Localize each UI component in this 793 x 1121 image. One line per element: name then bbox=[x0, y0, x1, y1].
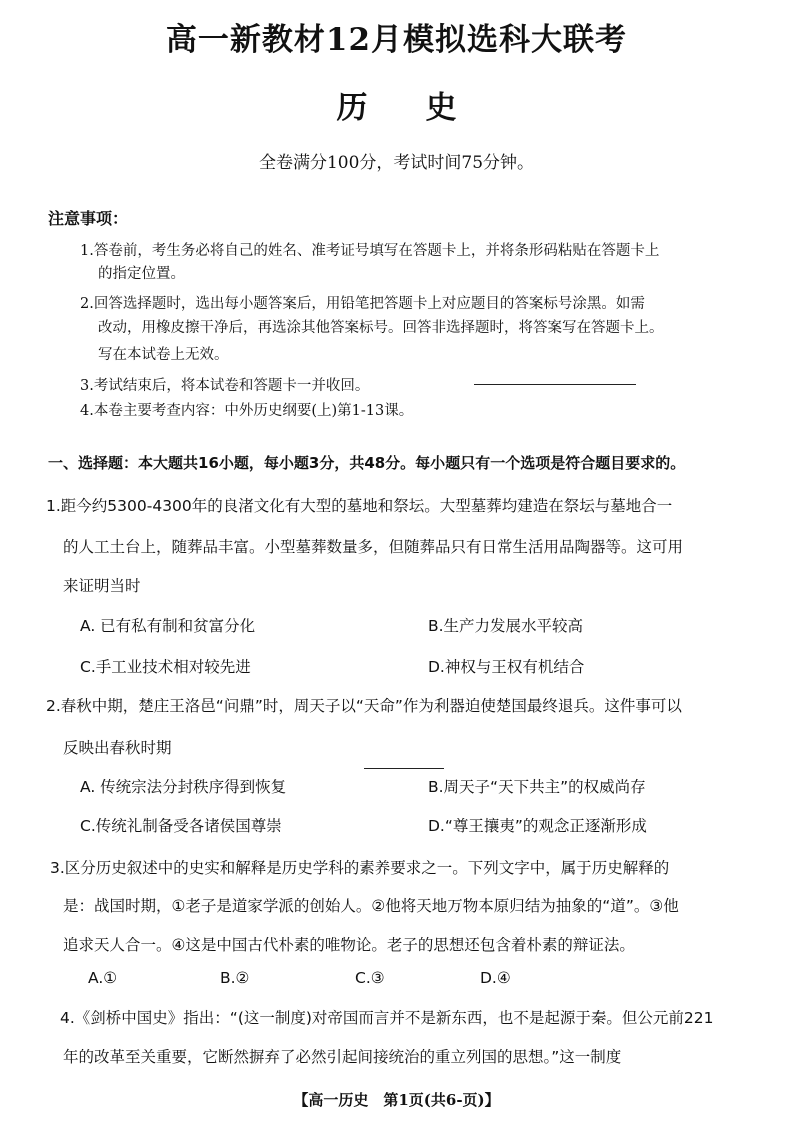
question-1-option-c: C.手工业技术相对较先进 bbox=[80, 658, 251, 676]
question-3-option-b: B.② bbox=[220, 969, 250, 987]
question-1-line-2: 的人工土台上，随葬品丰富。小型墓葬数量多，但随葬品只有日常生活用品陶器等。这可用 bbox=[63, 538, 684, 556]
divider-line bbox=[474, 384, 636, 385]
notice-item-2-line-2: 改动，用橡皮擦干净后，再选涂其他答案标号。回答非选择题时，将答案写在答题卡上。 bbox=[98, 320, 664, 336]
question-3-line-3: 追求天人合一。④这是中国古代朴素的唯物论。老子的思想还包含着朴素的辩证法。 bbox=[63, 936, 635, 954]
question-3-option-c: C.③ bbox=[355, 969, 385, 987]
notice-item-2-line-1: 2.回答选择题时，选出每小题答案后，用铅笔把答题卡上对应题目的答案标号涂黑。如需 bbox=[80, 296, 645, 312]
notice-item-3: 3.考试结束后，将本试卷和答题卡一并收回。 bbox=[80, 378, 370, 394]
question-1-option-b: B.生产力发展水平较高 bbox=[428, 617, 584, 635]
question-2-line-2: 反映出春秋时期 bbox=[63, 739, 172, 757]
question-1-line-1: 1.距今约5300-4300年的良渚文化有大型的墓地和祭坛。大型墓葬均建造在祭坛与墓地合一 bbox=[46, 497, 673, 515]
section-heading: 一、选择题：本大题共16小题，每小题3分，共48分。每小题只有一个选项是符合题目要求的。 bbox=[48, 454, 686, 472]
question-1-option-a: A. 已有私有制和贫富分化 bbox=[80, 617, 256, 635]
question-3-line-2: 是：战国时期，①老子是道家学派的创始人。②他将天地万物本原归结为抽象的“道”。③他 bbox=[63, 897, 679, 915]
notice-item-4: 4.本卷主要考查内容：中外历史纲要(上)第1-13课。 bbox=[80, 403, 414, 419]
question-2-option-d: D.“尊王攘夷”的观念正逐渐形成 bbox=[428, 817, 647, 835]
question-2-option-a: A. 传统宗法分封秩序得到恢复 bbox=[80, 778, 287, 796]
question-3-option-a: A.① bbox=[88, 969, 118, 987]
question-4-line-2: 年的改革至关重要，它断然摒弃了必然引起间接统治的重立列国的思想。”这一制度 bbox=[63, 1048, 622, 1066]
question-3-option-d: D.④ bbox=[480, 969, 511, 987]
subject-title: 历史 bbox=[336, 90, 515, 126]
full-score-note: 全卷满分100分，考试时间75分钟。 bbox=[258, 153, 535, 173]
question-2-option-c: C.传统礼制备受各诸侯国尊崇 bbox=[80, 817, 282, 835]
question-3-line-1: 3.区分历史叙述中的史实和解释是历史学科的素养要求之一。下列文字中，属于历史解释的 bbox=[50, 859, 670, 877]
notice-item-2-line-3: 写在本试卷上无效。 bbox=[98, 347, 229, 363]
question-1-option-d: D.神权与王权有机结合 bbox=[428, 658, 585, 676]
question-1-line-3: 来证明当时 bbox=[63, 577, 141, 595]
question-2-option-b: B.周天子“天下共主”的权威尚存 bbox=[428, 778, 646, 796]
notice-item-1-line-2: 的指定位置。 bbox=[98, 266, 185, 282]
question-4-line-1: 4.《剑桥中国史》指出：“(这一制度)对帝国而言并不是新东西，也不是起源于秦。但公元前221 bbox=[60, 1009, 714, 1027]
notice-heading: 注意事项： bbox=[48, 209, 129, 228]
page-footer: 【高一历史 第1页(共6-页)】 bbox=[293, 1091, 500, 1109]
exam-title: 高一新教材12月模拟选科大联考 bbox=[165, 22, 628, 58]
notice-item-1-line-1: 1.答卷前，考生务必将自己的姓名、准考证号填写在答题卡上，并将条形码粘贴在答题卡上 bbox=[80, 243, 660, 259]
question-2-line-1: 2.春秋中期，楚庄王洛邑“问鼎”时，周天子以“天命”作为利器迫使楚国最终退兵。这件事可以 bbox=[46, 697, 682, 715]
divider-line-2 bbox=[364, 768, 444, 769]
